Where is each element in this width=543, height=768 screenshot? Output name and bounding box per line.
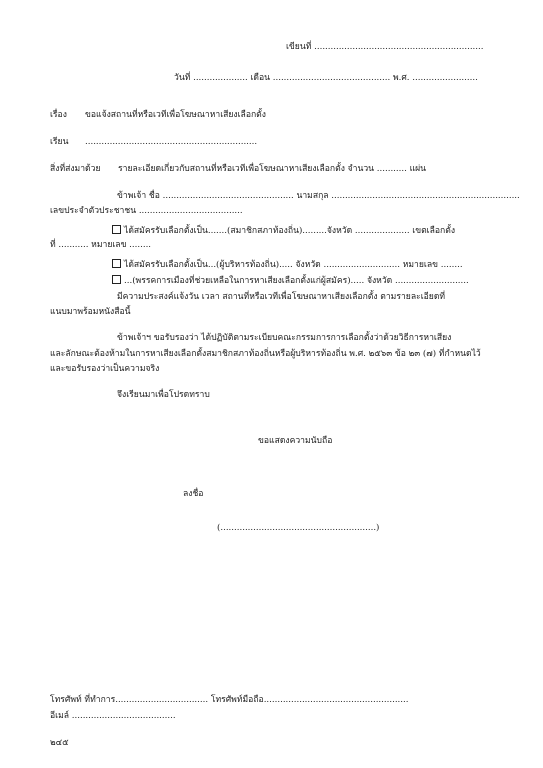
subject-label: เรื่อง xyxy=(50,110,67,120)
page-number: ๒๔๕ xyxy=(50,738,69,748)
email-line: อีเมล์ ...................................... xyxy=(50,711,176,721)
respect-line: ขอแสดงความนับถือ xyxy=(258,436,333,446)
to-label: เรียน xyxy=(50,137,69,147)
option-local-executive-text: ได้สมัครรับเลือกตั้งเป็น...(ผู้บริหารท้องถิ่น)..... จังหวัด ............................ หมายเลข ........ xyxy=(124,260,463,270)
phone-line: โทรศัพท์ ที่ทำการ.................................. โทรศัพท์มือถือ..................................................... xyxy=(50,695,409,705)
option-political-party xyxy=(112,275,469,287)
option-local-council-text: ได้สมัครรับเลือกตั้งเป็น.......(สมาชิกสภาท้องถิ่น).........จังหวัด .................... เขตเลือกตั้ง xyxy=(124,226,456,236)
attachment-label: สิ่งที่ส่งมาด้วย xyxy=(50,164,101,174)
checkbox-icon xyxy=(112,225,121,234)
purpose-line-cont: แนบมาพร้อมหนังสือนี้ xyxy=(50,307,131,317)
attachment-text: รายละเอียดเกี่ยวกับสถานที่หรือเวทีเพื่อโฆษณาหาเสียงเลือกตั้ง จำนวน ........... แผ่น xyxy=(118,164,427,174)
name-line: ข้าพเจ้า ชื่อ ................................................ นามสกุล ..................................................................... xyxy=(117,191,520,201)
signature-label: ลงชื่อ xyxy=(183,489,204,499)
signature-name: (.........................................................) xyxy=(217,523,380,533)
to-text: ............................................................... xyxy=(85,137,258,147)
checkbox-icon xyxy=(112,259,121,268)
option-political-party-text: ...(พรรคการเมืองที่ช่วยเหลือในการหาเสียงเลือกตั้งแก่ผู้สมัคร)..... จังหวัด ........................... xyxy=(124,276,469,286)
option-local-council xyxy=(112,225,455,237)
checkbox-icon xyxy=(112,275,121,284)
written-at-line: เขียนที่ .............................................................. xyxy=(286,42,484,52)
id-line: เลขประจำตัวประชาชน ...................................... xyxy=(50,206,243,216)
date-line: วันที่ .................... เดือน ........................................... พ.ศ. ........................ xyxy=(174,73,478,83)
certify-line-1: ข้าพเจ้าฯ ขอรับรองว่า ได้ปฏิบัติตามระเบียบคณะกรรมการการเลือกตั้งว่าด้วยวิธีการหาเสียง xyxy=(117,333,452,343)
subject-text: ขอแจ้งสถานที่หรือเวทีเพื่อโฆษณาหาเสียงเลือกตั้ง xyxy=(85,110,266,120)
option-local-council-cont: ที่ ........... หมายเลข ........ xyxy=(50,240,152,250)
option-local-executive xyxy=(112,259,463,271)
inform-line: จึงเรียนมาเพื่อโปรดทราบ xyxy=(117,390,210,400)
certify-line-2: และลักษณะต้องห้ามในการหาเสียงเลือกตั้งสมาชิกสภาท้องถิ่นหรือผู้บริหารท้องถิ่น พ.ศ. ๒๕๖๓ ข้อ ๒๓ (๗) ที่กำหนดไว้ xyxy=(50,349,481,359)
purpose-line: มีความประสงค์แจ้งวัน เวลา สถานที่หรือเวทีเพื่อโฆษณาหาเสียงเลือกตั้ง ตามรายละเอียดที่ xyxy=(117,292,446,302)
certify-line-3: และขอรับรองว่าเป็นความจริง xyxy=(50,364,160,374)
